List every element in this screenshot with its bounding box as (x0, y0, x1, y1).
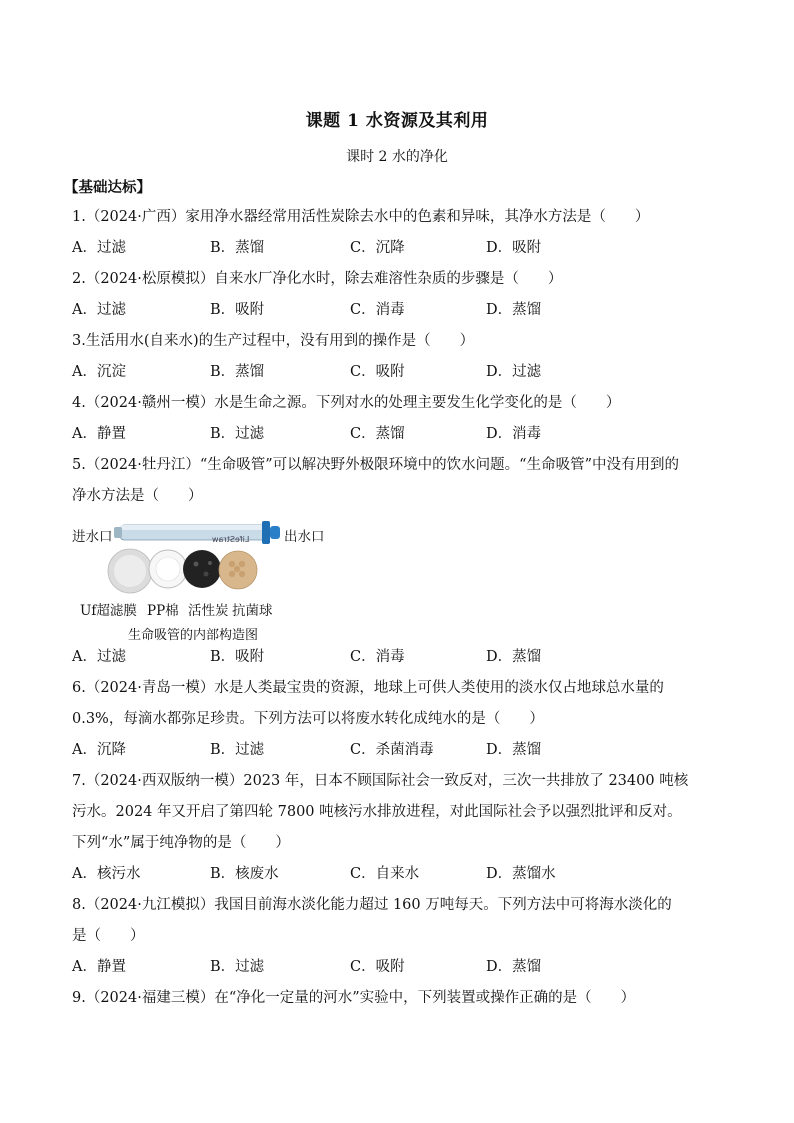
option-b[interactable]: B．过滤 (210, 742, 265, 758)
option-b[interactable]: B．过滤 (210, 959, 265, 975)
question-text: 5.（2024·牡丹江）“生命吸管”可以解决野外极限环境中的饮水问题。“生命吸管”中没有用到的 (72, 457, 679, 473)
brand-label: LifeStraw (212, 535, 250, 544)
options-row (72, 233, 732, 264)
option-a[interactable]: A．静置 (72, 959, 126, 975)
layer-label-ball: 抗菌球 (232, 603, 273, 619)
question-text: 净水方法是（ ） (72, 488, 203, 504)
option-d[interactable]: D．消毒 (486, 426, 542, 442)
option-d[interactable]: D．蒸馏 (486, 302, 542, 318)
options-row (72, 295, 732, 326)
option-b[interactable]: B．蒸馏 (210, 364, 265, 380)
option-a[interactable]: A．过滤 (72, 649, 126, 665)
figure-caption: 生命吸管的内部构造图 (128, 628, 259, 643)
question-text: 6.（2024·青岛一模）水是人类最宝贵的资源，地球上可供人类使用的淡水仅占地球总水量的 (72, 680, 664, 696)
option-a[interactable]: A．沉淀 (72, 364, 126, 380)
question-7 (72, 766, 732, 890)
ball-grain (229, 571, 235, 577)
straw-mouthpiece (270, 526, 280, 539)
straw-collar (262, 521, 270, 544)
layer-label-uf: Uf超滤膜 (80, 603, 137, 619)
carbon-grain (204, 572, 209, 577)
question-text: 4.（2024·赣州一模）水是生命之源。下列对水的处理主要发生化学变化的是（ ） (72, 395, 621, 411)
option-c[interactable]: C．自来水 (350, 866, 420, 882)
question-text: 1.（2024·广西）家用净水器经常用活性炭除去水中的色素和异味，其净水方法是（ ） (72, 209, 650, 225)
question-5 (72, 450, 732, 673)
option-a[interactable]: A．核污水 (72, 866, 141, 882)
question-8 (72, 890, 732, 983)
ball-grain (229, 561, 235, 567)
option-d[interactable]: D．蒸馏 (486, 742, 542, 758)
options-row (72, 952, 732, 983)
question-2 (72, 264, 732, 326)
carbon-grain (194, 562, 199, 567)
section-heading: 【基础达标】 (64, 179, 151, 196)
question-6 (72, 673, 732, 766)
question-3 (72, 326, 732, 388)
question-text: 污水。2024 年又开启了第四轮 7800 吨核污水排放进程，对此国际社会予以强烈批评和反对。 (72, 804, 682, 820)
ball-grain (239, 561, 245, 567)
question-text: 3.生活用水(自来水)的生产过程中，没有用到的操作是（ ） (72, 333, 475, 349)
uf-membrane-inner (114, 555, 146, 587)
layer-label-pp: PP棉 (147, 603, 179, 619)
lifestraw-figure (72, 516, 732, 642)
option-c[interactable]: C．吸附 (350, 959, 405, 975)
option-d[interactable]: D．蒸馏水 (486, 866, 556, 882)
question-list (72, 202, 732, 1014)
inlet-label: 进水口 (72, 529, 113, 545)
question-1 (72, 202, 732, 264)
question-text: 2.（2024·松原模拟）自来水厂净化水时，除去难溶性杂质的步骤是（ ） (72, 271, 563, 287)
options-row (72, 357, 732, 388)
outlet-label: 出水口 (284, 529, 325, 545)
option-d[interactable]: D．过滤 (486, 364, 542, 380)
option-a[interactable]: A．沉降 (72, 742, 126, 758)
option-c[interactable]: C．吸附 (350, 364, 405, 380)
option-a[interactable]: A．静置 (72, 426, 126, 442)
options-row (72, 642, 732, 673)
activated-carbon-disc (183, 550, 221, 588)
option-d[interactable]: D．吸附 (486, 240, 542, 256)
question-text: 9.（2024·福建三模）在“净化一定量的河水”实验中，下列装置或操作正确的是（ ） (72, 990, 636, 1006)
ball-grain (234, 566, 240, 572)
options-row (72, 419, 732, 450)
option-c[interactable]: C．沉降 (350, 240, 405, 256)
option-b[interactable]: B．核废水 (210, 866, 279, 882)
option-c[interactable]: C．蒸馏 (350, 426, 405, 442)
option-c[interactable]: C．消毒 (350, 302, 405, 318)
question-text: 7.（2024·西双版纳一模）2023 年，日本不顾国际社会一致反对，三次一共排放了 23400 吨核 (72, 773, 689, 789)
option-a[interactable]: A．过滤 (72, 240, 126, 256)
question-9 (72, 983, 732, 1014)
question-4 (72, 388, 732, 450)
question-text: 8.（2024·九江模拟）我国目前海水淡化能力超过 160 万吨每天。下列方法中可将海水淡化的 (72, 897, 672, 913)
layer-label-carbon: 活性炭 (188, 603, 229, 619)
option-c[interactable]: C．消毒 (350, 649, 405, 665)
option-b[interactable]: B．吸附 (210, 649, 265, 665)
option-d[interactable]: D．蒸馏 (486, 649, 542, 665)
question-text: 下列“水”属于纯净物的是（ ） (72, 835, 290, 851)
option-b[interactable]: B．过滤 (210, 426, 265, 442)
option-c[interactable]: C．杀菌消毒 (350, 742, 434, 758)
ball-grain (239, 571, 245, 577)
option-b[interactable]: B．蒸馏 (210, 240, 265, 256)
page-title: 课题 1 水资源及其利用 (305, 111, 489, 131)
page-subtitle: 课时 2 水的净化 (346, 149, 448, 165)
straw-cap-left (114, 527, 122, 538)
question-text: 是（ ） (72, 928, 145, 944)
carbon-grain (208, 561, 212, 565)
question-text: 0.3%，每滴水都弥足珍贵。下列方法可以将废水转化成纯水的是（ ） (72, 711, 544, 727)
options-row (72, 735, 732, 766)
option-b[interactable]: B．吸附 (210, 302, 265, 318)
options-row (72, 859, 732, 890)
option-a[interactable]: A．过滤 (72, 302, 126, 318)
option-d[interactable]: D．蒸馏 (486, 959, 542, 975)
pp-cotton-inner (156, 557, 180, 581)
